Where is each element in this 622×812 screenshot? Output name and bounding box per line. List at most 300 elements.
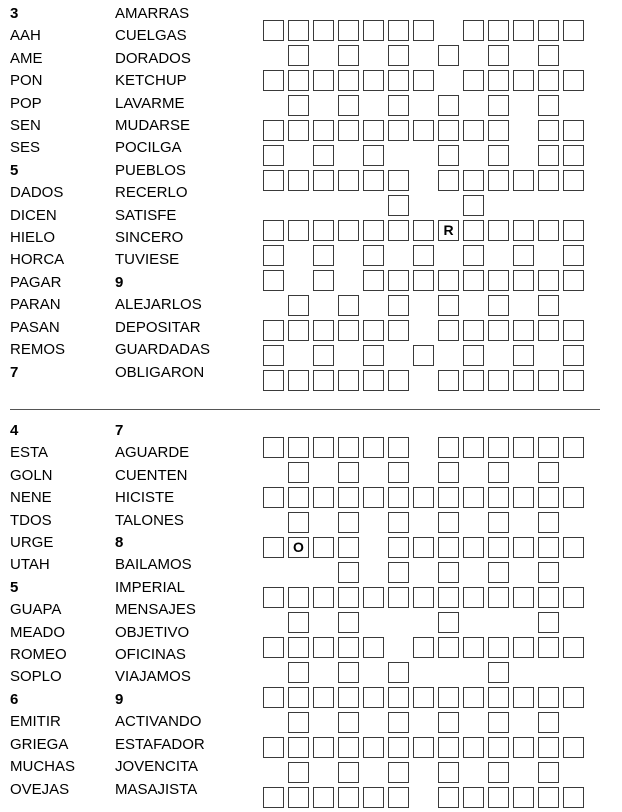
grid-cell[interactable] [438, 587, 459, 608]
grid-cell[interactable] [413, 270, 434, 291]
grid-cell[interactable] [413, 220, 434, 241]
grid-cell[interactable] [438, 437, 459, 458]
grid-cell[interactable] [388, 45, 409, 66]
word-item: PUEBLOS [115, 161, 186, 179]
grid-cell[interactable] [288, 712, 309, 733]
grid-cell[interactable] [563, 220, 584, 241]
word-item: ESTAFADOR [115, 735, 205, 753]
grid-cell[interactable] [363, 220, 384, 241]
grid-cell[interactable] [338, 95, 359, 116]
grid-cell[interactable] [363, 320, 384, 341]
word-item: OFICINAS [115, 646, 186, 664]
grid-cell[interactable] [488, 537, 509, 558]
length-header: 7 [10, 363, 19, 381]
grid-cell[interactable] [563, 70, 584, 91]
grid-cell[interactable] [488, 20, 509, 41]
grid-cell[interactable] [563, 145, 584, 166]
grid-cell[interactable] [438, 145, 459, 166]
length-header: 8 [115, 534, 124, 552]
grid-cell[interactable] [488, 270, 509, 291]
grid-cell[interactable] [263, 587, 284, 608]
grid-cell[interactable] [413, 345, 434, 366]
word-item: DADOS [10, 184, 64, 202]
grid-cell[interactable] [288, 662, 309, 683]
grid-cell[interactable] [388, 170, 409, 191]
grid-cell[interactable] [338, 687, 359, 708]
grid-cell[interactable] [363, 487, 384, 508]
grid-cell[interactable] [538, 45, 559, 66]
grid-cell[interactable] [538, 687, 559, 708]
grid-cell[interactable] [338, 512, 359, 533]
grid-cell[interactable] [263, 70, 284, 91]
grid-cell[interactable] [263, 170, 284, 191]
grid-cell[interactable] [488, 587, 509, 608]
grid-cell[interactable] [313, 170, 334, 191]
grid-cell[interactable] [288, 787, 309, 808]
grid-cell[interactable] [388, 95, 409, 116]
grid-cell[interactable] [563, 345, 584, 366]
grid-cell[interactable] [413, 70, 434, 91]
grid-cell[interactable] [263, 637, 284, 658]
grid-cell[interactable] [313, 245, 334, 266]
grid-cell[interactable] [288, 170, 309, 191]
grid-cell[interactable] [338, 737, 359, 758]
grid-cell[interactable] [338, 45, 359, 66]
grid-cell[interactable] [363, 370, 384, 391]
grid-cell[interactable] [263, 687, 284, 708]
grid-cell[interactable] [513, 787, 534, 808]
grid-cell[interactable] [463, 170, 484, 191]
grid-cell[interactable] [338, 662, 359, 683]
grid-cell[interactable] [563, 737, 584, 758]
grid-cell[interactable] [388, 687, 409, 708]
grid-cell[interactable]: O [288, 537, 309, 558]
grid-cell[interactable] [438, 295, 459, 316]
grid-cell[interactable] [413, 737, 434, 758]
grid-cell[interactable] [388, 562, 409, 583]
grid-cell[interactable] [513, 687, 534, 708]
grid-cell[interactable] [513, 437, 534, 458]
grid-cell[interactable] [288, 512, 309, 533]
grid-cell[interactable] [263, 487, 284, 508]
grid-cell[interactable] [313, 20, 334, 41]
grid-cell[interactable] [463, 70, 484, 91]
grid-cell[interactable] [563, 487, 584, 508]
grid-cell[interactable] [338, 487, 359, 508]
grid-cell[interactable] [563, 537, 584, 558]
grid-cell[interactable] [538, 120, 559, 141]
grid-cell[interactable] [513, 320, 534, 341]
grid-cell[interactable] [488, 487, 509, 508]
grid-cell[interactable] [563, 320, 584, 341]
grid-cell[interactable] [438, 762, 459, 783]
grid-cell[interactable] [288, 95, 309, 116]
word-item: TUVIESE [115, 251, 180, 269]
grid-cell[interactable] [563, 687, 584, 708]
grid-cell[interactable] [463, 195, 484, 216]
grid-cell[interactable] [288, 70, 309, 91]
grid-cell[interactable] [288, 20, 309, 41]
grid-cell[interactable] [463, 345, 484, 366]
word-item: SEN [10, 117, 41, 135]
grid-cell[interactable] [263, 245, 284, 266]
grid-cell[interactable] [388, 295, 409, 316]
grid-cell[interactable] [438, 487, 459, 508]
grid-cell[interactable] [463, 120, 484, 141]
grid-cell[interactable] [313, 145, 334, 166]
grid-cell[interactable] [313, 437, 334, 458]
grid-cell[interactable] [488, 462, 509, 483]
grid-cell[interactable] [413, 20, 434, 41]
grid-cell[interactable] [513, 70, 534, 91]
grid-cell[interactable] [388, 587, 409, 608]
word-item: VIAJAMOS [115, 668, 191, 686]
grid-cell[interactable] [263, 437, 284, 458]
grid-cell[interactable] [463, 537, 484, 558]
grid-cell[interactable] [388, 762, 409, 783]
grid-cell[interactable] [263, 737, 284, 758]
grid-cell[interactable] [488, 320, 509, 341]
grid-cell[interactable] [538, 70, 559, 91]
grid-cell[interactable] [313, 587, 334, 608]
grid-cell[interactable] [288, 687, 309, 708]
grid-cell[interactable] [413, 487, 434, 508]
grid-cell[interactable] [263, 220, 284, 241]
word-item: MUCHAS [10, 758, 76, 776]
grid-cell[interactable] [338, 612, 359, 633]
grid-cell[interactable] [413, 687, 434, 708]
grid-cell[interactable] [488, 762, 509, 783]
grid-cell[interactable] [488, 562, 509, 583]
grid-cell[interactable] [463, 787, 484, 808]
grid-cell[interactable] [388, 20, 409, 41]
grid-cell[interactable] [313, 787, 334, 808]
grid-cell[interactable] [563, 370, 584, 391]
word-item: HIELO [10, 229, 56, 247]
grid-cell[interactable] [288, 762, 309, 783]
grid-cell[interactable] [513, 20, 534, 41]
word-item: CUELGAS [115, 27, 187, 45]
grid-cell[interactable] [488, 220, 509, 241]
grid-cell[interactable] [388, 737, 409, 758]
grid-cell[interactable] [513, 737, 534, 758]
grid-cell[interactable] [488, 70, 509, 91]
grid-cell[interactable] [388, 220, 409, 241]
grid-cell[interactable] [313, 320, 334, 341]
grid-cell[interactable] [263, 320, 284, 341]
grid-cell[interactable] [488, 662, 509, 683]
grid-cell[interactable] [463, 637, 484, 658]
grid-cell[interactable] [338, 20, 359, 41]
grid-cell[interactable] [438, 562, 459, 583]
grid-cell[interactable] [288, 370, 309, 391]
grid-cell[interactable] [488, 687, 509, 708]
grid-cell[interactable] [563, 437, 584, 458]
grid-cell[interactable] [263, 20, 284, 41]
grid-cell[interactable] [488, 170, 509, 191]
grid-cell[interactable] [488, 370, 509, 391]
grid-cell[interactable] [513, 487, 534, 508]
grid-cell[interactable] [363, 245, 384, 266]
grid-cell[interactable] [363, 170, 384, 191]
grid-cell[interactable] [413, 245, 434, 266]
grid-cell[interactable] [338, 220, 359, 241]
grid-cell[interactable] [363, 687, 384, 708]
grid-cell[interactable] [388, 462, 409, 483]
grid-cell[interactable] [463, 587, 484, 608]
grid-cell[interactable] [563, 245, 584, 266]
grid-cell[interactable] [263, 537, 284, 558]
grid-cell[interactable] [313, 70, 334, 91]
word-item: ESTA [10, 444, 49, 462]
grid-cell[interactable] [538, 95, 559, 116]
grid-cell[interactable] [263, 270, 284, 291]
grid-cell[interactable] [538, 587, 559, 608]
grid-cell[interactable] [288, 637, 309, 658]
grid-cell[interactable] [488, 45, 509, 66]
grid-cell[interactable] [538, 787, 559, 808]
grid-cell[interactable] [338, 70, 359, 91]
length-header: 5 [10, 578, 19, 596]
grid-cell[interactable] [488, 145, 509, 166]
grid-cell[interactable] [388, 512, 409, 533]
word-item: HICISTE [115, 489, 175, 507]
grid-cell[interactable] [538, 737, 559, 758]
grid-cell[interactable] [338, 562, 359, 583]
grid-cell[interactable] [538, 512, 559, 533]
word-item: GRIEGA [10, 735, 69, 753]
grid-cell[interactable] [538, 487, 559, 508]
length-header: 6 [10, 690, 19, 708]
grid-cell[interactable] [363, 637, 384, 658]
grid-cell[interactable] [513, 370, 534, 391]
grid-cell[interactable] [313, 637, 334, 658]
grid-cell[interactable] [538, 220, 559, 241]
grid-cell[interactable] [563, 270, 584, 291]
grid-cell[interactable] [288, 487, 309, 508]
grid-cell[interactable] [338, 437, 359, 458]
grid-cell[interactable] [438, 537, 459, 558]
grid-cell[interactable] [363, 737, 384, 758]
grid-cell[interactable] [488, 512, 509, 533]
grid-cell[interactable] [538, 320, 559, 341]
grid-cell[interactable] [538, 637, 559, 658]
grid-cell[interactable] [338, 320, 359, 341]
grid-cell[interactable] [538, 20, 559, 41]
grid-cell[interactable] [288, 45, 309, 66]
grid-cell[interactable] [463, 370, 484, 391]
grid-cell[interactable] [538, 612, 559, 633]
grid-cell[interactable] [388, 487, 409, 508]
grid-cell[interactable] [488, 437, 509, 458]
word-item: TALONES [115, 511, 184, 529]
grid-cell[interactable] [538, 712, 559, 733]
grid-cell[interactable] [288, 295, 309, 316]
grid-cell[interactable] [388, 195, 409, 216]
grid-cell[interactable] [463, 737, 484, 758]
grid-cell[interactable] [313, 345, 334, 366]
grid-cell[interactable] [438, 612, 459, 633]
grid-cell[interactable] [263, 345, 284, 366]
grid-cell[interactable] [563, 20, 584, 41]
grid-cell[interactable] [388, 120, 409, 141]
grid-cell[interactable] [263, 120, 284, 141]
grid-cell[interactable] [513, 220, 534, 241]
grid-cell[interactable] [563, 587, 584, 608]
grid-cell[interactable] [438, 95, 459, 116]
grid-cell[interactable] [538, 762, 559, 783]
grid-cell[interactable] [438, 637, 459, 658]
grid-cell[interactable] [488, 737, 509, 758]
grid-cell[interactable] [363, 120, 384, 141]
grid-cell[interactable] [538, 170, 559, 191]
grid-cell[interactable] [288, 737, 309, 758]
grid-cell[interactable] [338, 170, 359, 191]
grid-cell[interactable] [363, 145, 384, 166]
grid-cell[interactable] [338, 120, 359, 141]
grid-cell[interactable] [288, 612, 309, 633]
word-item: SINCERO [115, 229, 184, 247]
grid-cell[interactable] [338, 787, 359, 808]
grid-cell[interactable] [438, 737, 459, 758]
grid-cell[interactable] [288, 587, 309, 608]
grid-cell[interactable] [438, 370, 459, 391]
grid-cell[interactable] [388, 537, 409, 558]
grid-cell[interactable] [338, 762, 359, 783]
grid-cell[interactable] [488, 295, 509, 316]
grid-cell[interactable] [538, 462, 559, 483]
grid-cell[interactable] [338, 370, 359, 391]
grid-cell[interactable] [288, 320, 309, 341]
grid-cell[interactable] [338, 712, 359, 733]
grid-cell[interactable] [338, 295, 359, 316]
grid-cell[interactable] [513, 245, 534, 266]
grid-cell[interactable] [313, 737, 334, 758]
grid-cell[interactable] [288, 120, 309, 141]
grid-cell[interactable] [363, 345, 384, 366]
grid-cell[interactable] [463, 437, 484, 458]
grid-cell[interactable] [538, 270, 559, 291]
grid-cell[interactable] [413, 587, 434, 608]
grid-cell[interactable] [388, 787, 409, 808]
grid-cell[interactable] [413, 120, 434, 141]
grid-cell[interactable] [513, 587, 534, 608]
grid-cell[interactable] [463, 487, 484, 508]
grid-cell[interactable] [438, 462, 459, 483]
word-item: SES [10, 139, 41, 157]
grid-cell[interactable] [488, 712, 509, 733]
grid-cell[interactable] [363, 70, 384, 91]
grid-cell[interactable] [513, 270, 534, 291]
grid-cell[interactable] [538, 145, 559, 166]
grid-cell[interactable] [338, 537, 359, 558]
grid-cell[interactable] [363, 587, 384, 608]
grid-cell[interactable] [438, 320, 459, 341]
grid-cell[interactable]: R [438, 220, 459, 241]
grid-cell[interactable] [538, 562, 559, 583]
grid-cell[interactable] [313, 370, 334, 391]
grid-cell[interactable] [413, 537, 434, 558]
grid-cell[interactable] [288, 462, 309, 483]
grid-cell[interactable] [363, 270, 384, 291]
grid-cell[interactable] [513, 537, 534, 558]
grid-cell[interactable] [463, 687, 484, 708]
word-list-column-1 [10, 420, 75, 801]
grid-cell[interactable] [488, 120, 509, 141]
grid-cell[interactable] [438, 712, 459, 733]
grid-cell[interactable] [438, 170, 459, 191]
grid-cell[interactable] [388, 662, 409, 683]
grid-cell[interactable] [563, 637, 584, 658]
grid-cell[interactable] [288, 220, 309, 241]
grid-cell[interactable] [313, 270, 334, 291]
grid-cell[interactable] [313, 537, 334, 558]
grid-cell[interactable] [413, 637, 434, 658]
grid-cell[interactable] [263, 145, 284, 166]
grid-cell[interactable] [563, 787, 584, 808]
grid-cell[interactable] [388, 437, 409, 458]
grid-cell[interactable] [463, 320, 484, 341]
grid-cell[interactable] [513, 637, 534, 658]
grid-cell[interactable] [438, 120, 459, 141]
grid-cell[interactable] [438, 787, 459, 808]
grid-cell[interactable] [438, 687, 459, 708]
grid-cell[interactable] [438, 270, 459, 291]
grid-cell[interactable] [313, 687, 334, 708]
grid-cell[interactable] [388, 712, 409, 733]
grid-cell[interactable] [263, 787, 284, 808]
grid-cell[interactable] [363, 437, 384, 458]
grid-cell[interactable] [263, 370, 284, 391]
grid-cell[interactable] [513, 345, 534, 366]
grid-cell[interactable] [463, 245, 484, 266]
grid-cell[interactable] [388, 320, 409, 341]
grid-cell[interactable] [438, 45, 459, 66]
grid-cell[interactable] [463, 20, 484, 41]
grid-cell[interactable] [363, 787, 384, 808]
grid-cell[interactable] [388, 270, 409, 291]
length-header: 7 [115, 422, 124, 439]
grid-cell[interactable] [388, 370, 409, 391]
word-item: HORCA [10, 251, 65, 269]
grid-cell[interactable] [313, 220, 334, 241]
grid-cell[interactable] [313, 120, 334, 141]
word-item: ROMEO [10, 646, 67, 664]
grid-cell[interactable] [288, 437, 309, 458]
grid-cell[interactable] [563, 120, 584, 141]
grid-cell[interactable] [313, 487, 334, 508]
grid-cell[interactable] [338, 587, 359, 608]
grid-cell[interactable] [538, 295, 559, 316]
length-header: 3 [10, 5, 19, 22]
grid-cell[interactable] [563, 170, 584, 191]
grid-cell[interactable] [488, 787, 509, 808]
grid-cell[interactable] [463, 220, 484, 241]
grid-cell[interactable] [513, 170, 534, 191]
grid-cell[interactable] [363, 20, 384, 41]
grid-cell[interactable] [388, 70, 409, 91]
grid-cell[interactable] [338, 637, 359, 658]
word-item: ALEJARLOS [115, 296, 202, 314]
grid-cell[interactable] [438, 512, 459, 533]
grid-cell[interactable] [538, 537, 559, 558]
grid-cell[interactable] [488, 95, 509, 116]
grid-cell[interactable] [488, 637, 509, 658]
grid-cell[interactable] [463, 270, 484, 291]
grid-cell[interactable] [538, 437, 559, 458]
grid-cell[interactable] [338, 462, 359, 483]
grid-cell[interactable] [538, 370, 559, 391]
